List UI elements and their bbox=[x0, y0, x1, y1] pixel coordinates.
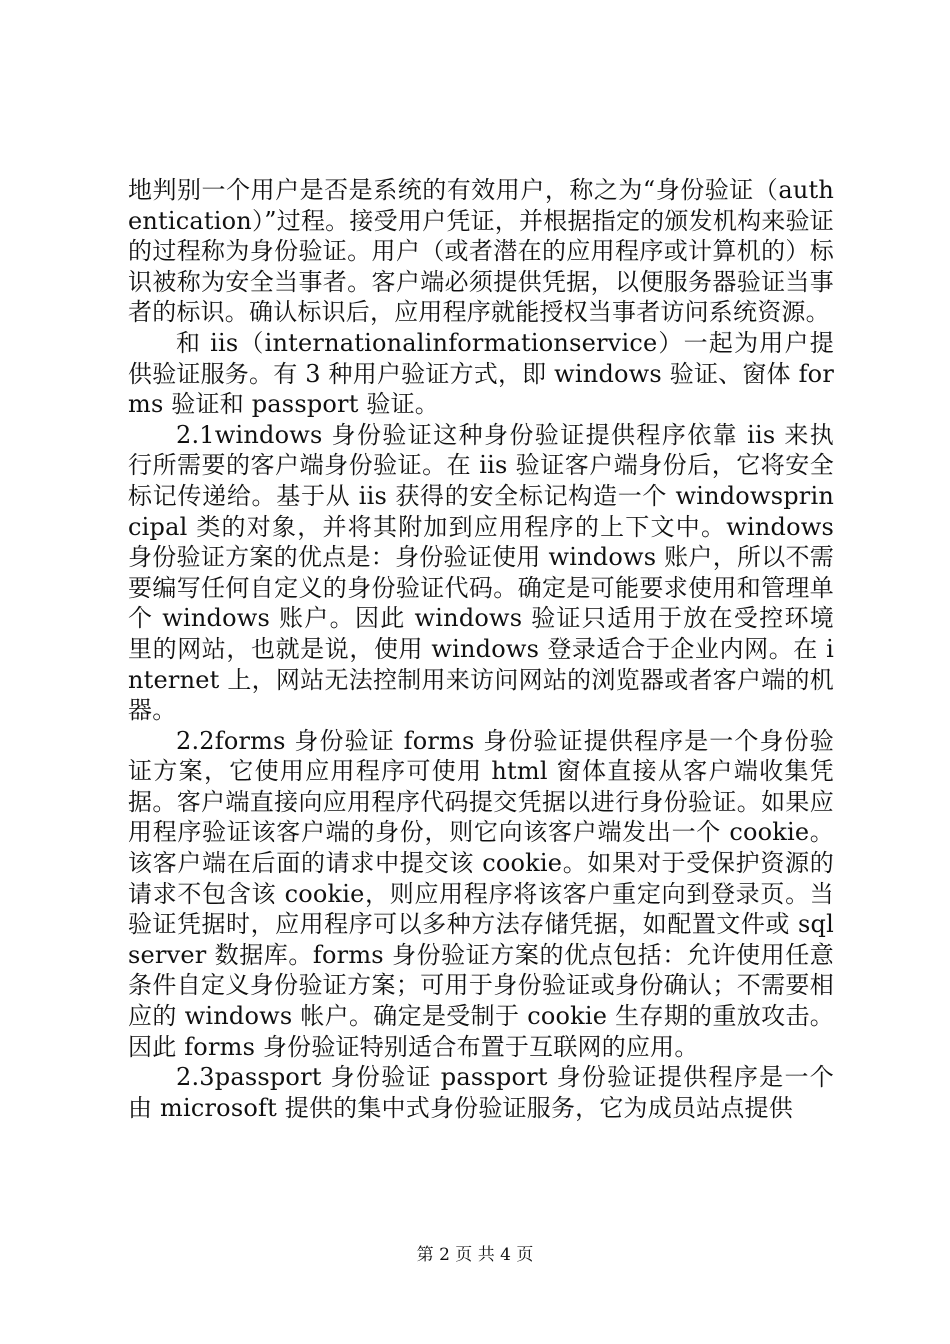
document-body bbox=[128, 175, 834, 1123]
paragraph-windows-auth: 2.1windows 身份验证这种身份验证提供程序依靠 iis 来执行所需要的客户端身份验证。在 iis 验证客户端身份后，它将安全标记传递给。基于从 iis 获得的安全标记构造一个 windowsprincipal 类的对象，并将其附加到应用程序的上下文中。windows 身份验证方案的优点是：身份验证使用 windows 账户，所以不需要编写任何自定义的身份验证代码。确定是可能要求使用和管理单个 windows 账户。因此 windows 验证只适用于放在受控环境里的网站，也就是说，使用 windows 登录适合于企业内网。在 internet 上，网站无法控制用来访问网站的浏览器或者客户端的机器。 bbox=[128, 420, 834, 725]
paragraph-passport-auth: 2.3passport 身份验证 passport 身份验证提供程序是一个由 microsoft 提供的集中式身份验证服务，它为成员站点提供 bbox=[128, 1063, 834, 1122]
paragraph-forms-auth: 2.2forms 身份验证 forms 身份验证提供程序是一个身份验证方案，它使用应用程序可使用 html 窗体直接从客户端收集凭据。客户端直接向应用程序代码提交凭据以进行身份验证。如果应用程序验证该客户端的身份，则它向该客户端发出一个 cookie。该客户端在后面的请求中提交该 cookie。如果对于受保护资源的请求不包含该 cookie，则应用程序将该客户重定向到登录页。当验证凭据时，应用程序可以多种方法存储凭据，如配置文件或 sqlserver 数据库。forms 身份验证方案的优点包括：允许使用任意条件自定义身份验证方案；可用于身份验证或身份确认；不需要相应的 windows 帐户。确定是受制于 cookie 生存期的重放攻击。因此 forms 身份验证特别适合布置于互联网的应用。 bbox=[128, 726, 834, 1061]
page-footer: 第 2 页 共 4 页 bbox=[416, 1245, 534, 1265]
paragraph-iis: 和 iis（internationalinformationservice）一起为用户提供验证服务。有 3 种用户验证方式，即 windows 验证、窗体 forms 验证和 passport 验证。 bbox=[128, 328, 834, 419]
paragraph-auth-intro: 地判别一个用户是否是系统的有效用户，称之为“身份验证（authentication）”过程。接受用户凭证，并根据指定的颁发机构来验证的过程称为身份验证。用户（或者潜在的应用程序或计算机的）标识被称为安全当事者。客户端必须提供凭据，以便服务器验证当事者的标识。确认标识后，应用程序就能授权当事者访问系统资源。 bbox=[128, 176, 834, 327]
